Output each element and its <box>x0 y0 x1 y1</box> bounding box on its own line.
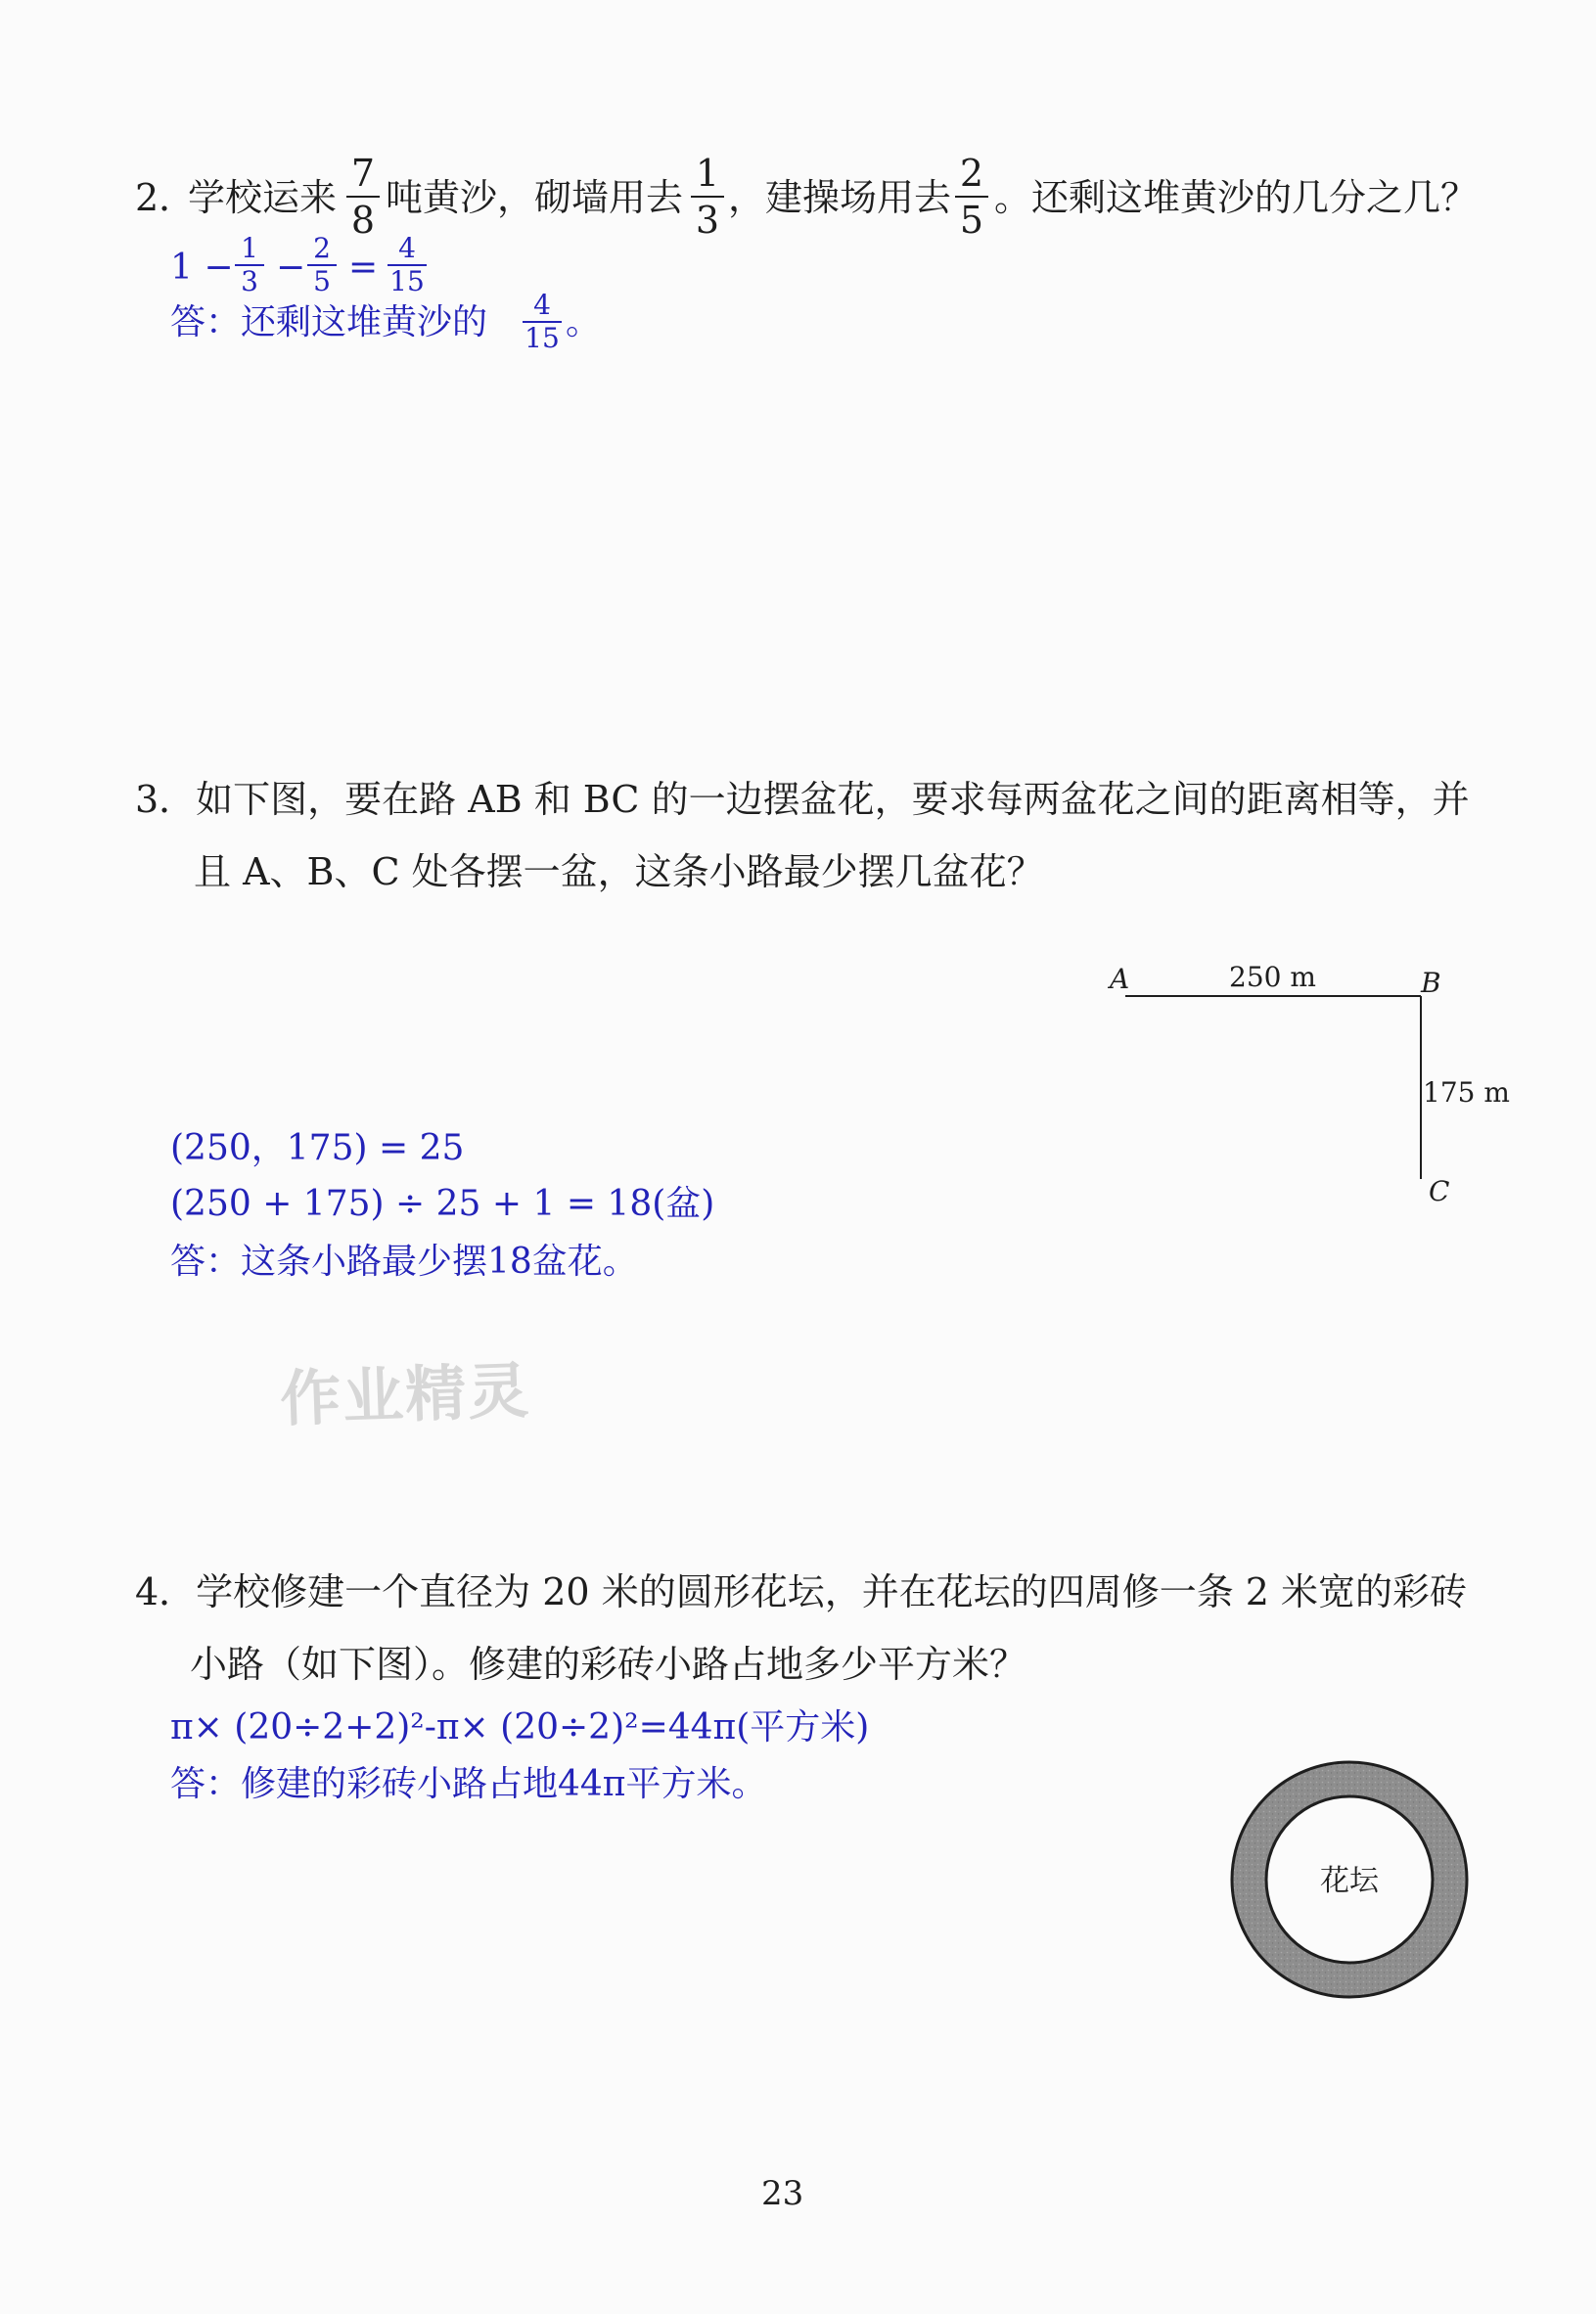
q2-fraction-1-3: 1 3 <box>691 155 724 239</box>
q2-ans-frac-4-15: 4 15 <box>388 235 427 295</box>
q4-line-2: 小路（如下图）。修建的彩砖小路占地多少平方米？ <box>190 1643 1027 1686</box>
q3-line-2: 且 A、B、C 处各摆一盆，这条小路最少摆几盆花？ <box>194 850 1044 893</box>
q2-ans-frac-1-3: 1 3 <box>235 235 264 295</box>
q2-ans-minus: − <box>276 248 306 288</box>
q2-answer-text: 答：还剩这堆黄沙的 <box>170 302 488 342</box>
q3-answer-line-3: 答：这条小路最少摆18盆花。 <box>170 1242 638 1282</box>
flowerbed-label: 花坛 <box>1320 1864 1379 1898</box>
watermark-logo: 作业精灵 <box>278 1354 532 1435</box>
q3-answer-line-1: (250，175) = 25 <box>170 1128 465 1168</box>
q2-ans-one-minus: 1 − <box>170 248 234 288</box>
q2-text-2: 吨黄沙，砌墙用去 <box>386 176 684 219</box>
diagram-label-c: C <box>1429 1175 1450 1207</box>
q2-fraction-7-8: 7 8 <box>346 155 380 239</box>
q2-fraction-2-5: 2 5 <box>955 155 988 239</box>
diagram-label-b: B <box>1421 967 1441 999</box>
diagram-length-ab: 250 m <box>1229 961 1316 993</box>
q2-text-4: 。还剩这堆黄沙的几分之几？ <box>994 176 1479 219</box>
diagram-length-bc: 175 m <box>1423 1076 1510 1109</box>
diagram-label-a: A <box>1110 963 1130 995</box>
q2-number: 2． <box>135 176 197 219</box>
q3-path-diagram <box>1096 949 1517 1213</box>
q2-text-3: ，建操场用去 <box>728 176 952 219</box>
q4-line-1: 4．学校修建一个直径为 20 米的圆形花坛，并在花坛的四周修一条 2 米宽的彩砖 <box>135 1570 1468 1613</box>
q2-ans-frac-2-5: 2 5 <box>307 235 337 295</box>
q3-line-1: 3．如下图，要在路 AB 和 BC 的一边摆盆花，要求每两盆花之间的距离相等，并 <box>135 778 1470 821</box>
page-number: 23 <box>761 2174 804 2213</box>
q4-answer-line-2: 答：修建的彩砖小路占地44π平方米。 <box>170 1764 767 1804</box>
q4-answer-line-1: π× (20÷2+2)²-π× (20÷2)²=44π(平方米) <box>170 1707 870 1747</box>
q3-answer-line-2: (250 + 175) ÷ 25 + 1 = 18(盆) <box>170 1184 715 1224</box>
q4-flowerbed-diagram <box>1221 1751 1478 2008</box>
q2-answer-end: 。 <box>566 302 602 342</box>
q2-text-1: 学校运来 <box>188 176 338 219</box>
q2-ans-equals: = <box>348 248 379 288</box>
q2-answer-fraction: 4 15 <box>523 292 562 352</box>
